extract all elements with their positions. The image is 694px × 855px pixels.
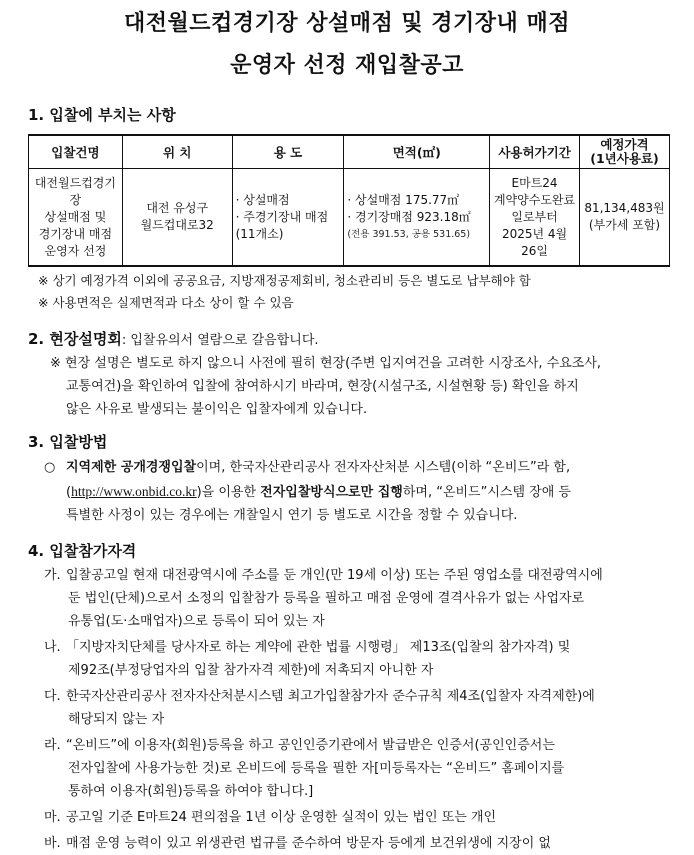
cell-area: · 상설매점 175.77㎡ · 경기장매점 923.18㎡ (전용 391.53, 공용 531.65) — [344, 169, 490, 267]
section4-item-line — [44, 636, 570, 659]
cell-location: 대전 유성구 월드컵대로32 — [122, 169, 232, 267]
section4-item-text: “온비드”에 이용자(회원)등록을 하고 공인인증기관에서 발급받은 인증서(공인인증서는 — [66, 738, 555, 753]
header-period: 사용허가기간 — [490, 135, 580, 169]
section2-heading: 2. 현장설명회 — [28, 330, 122, 348]
section2-heading-rest: : 입찰유의서 열람으로 갈음합니다. — [121, 333, 319, 348]
section1-note-1: ※ 상기 예정가격 이외에 공공요금, 지방재정공제회비, 청소관리비 등은 별도로 납부해야 함 — [38, 273, 531, 288]
bullet-circle: ○ — [44, 460, 56, 475]
onbid-link[interactable]: http://www.onbid.co.kr — [71, 484, 197, 499]
section4-item-text: 입찰공고일 현재 대전광역시에 주소를 둔 개인(만 19세 이상) 또는 주된 영업소를 대전광역시에 — [66, 568, 603, 583]
cell-bid-name: 대전월드컵경기장 상설매점 및 경기장내 매점 운영자 선정 — [29, 169, 123, 267]
header-use: 용 도 — [232, 135, 344, 169]
cell-period: E마트24 계약양수도완료 일로부터 2025년 4월 26일 — [490, 169, 580, 267]
section2-heading-line — [28, 328, 319, 352]
section3-line-3: 특별한 사정이 있는 경우에는 개찰일시 연기 등 별도로 시간을 정할 수 있습니다. — [66, 508, 518, 523]
section3-electronic-bold: 전자입찰방식으로만 집행 — [260, 485, 403, 500]
header-price-line: 예정가격 — [600, 137, 649, 152]
section1-heading: 1. 입찰에 부치는 사항 — [28, 106, 176, 124]
cell-use: · 상설매점 · 주경기장내 매점 (11개소) — [232, 169, 344, 267]
header-bid-name: 입찰건명 — [29, 135, 123, 169]
header-price-line: (1년사용료) — [590, 151, 659, 166]
section4-item-line — [44, 806, 496, 829]
section4-item-text: 둔 법인(단체)으로서 소정의 입찰참가 등록을 필하고 매점 운영에 결격사유가 없는 사업자로 — [68, 591, 585, 606]
bid-table-header-row — [29, 135, 670, 169]
section4-item-text: 유통업(도·소매업자)으로 등록이 되어 있는 자 — [68, 614, 325, 629]
section4-item-line — [44, 734, 555, 757]
section4-item-line — [68, 610, 325, 633]
section3-heading: 3. 입찰방법 — [28, 433, 108, 451]
section4-item-line — [68, 708, 164, 731]
section3-line-2: (http://www.onbid.co.kr)을 이용한 전자입찰방식으로만 집행하며, “온비드”시스템 장애 등 — [66, 484, 571, 500]
section4-item-mark: 라. — [44, 738, 61, 753]
section4-item-text: 해당되지 않는 자 — [68, 712, 165, 727]
header-location: 위 치 — [122, 135, 232, 169]
section3-line-1: ○ 지역제한 공개경쟁입찰이며, 한국자산관리공사 전자자산처분 시스템(이하 “온비드”라 함, — [44, 456, 570, 479]
section4-item-line — [68, 659, 433, 682]
section4-item-text: 공고일 기준 E마트24 편의점을 1년 이상 운영한 실적이 있는 법인 또는 개인 — [66, 810, 497, 825]
section3-method-bold: 지역제한 공개경쟁입찰 — [66, 460, 197, 475]
header-price — [579, 135, 669, 169]
area-detail-note: (전용 391.53, 공용 531.65) — [347, 228, 471, 240]
document-title-line1: 대전월드컵경기장 상설매점 및 경기장내 매점 — [124, 11, 570, 36]
section4-item-mark: 다. — [44, 689, 61, 704]
section4-item-mark: 가. — [44, 568, 61, 583]
section4-item-line — [68, 757, 564, 780]
section4-item-text: 통하여 이용자(회원)등록을 하여야 합니다.] — [68, 784, 314, 799]
section4-item-line — [44, 564, 603, 587]
section4-heading: 4. 입찰참가자격 — [28, 542, 137, 560]
section4-item-line — [68, 780, 313, 803]
bid-table — [28, 134, 670, 267]
section4-item-text: 전자입찰에 사용가능한 것)로 온비드에 등록을 필한 자[미등록자는 “온비드” 홈페이지를 — [68, 761, 565, 776]
document-title-line2: 운영자 선정 재입찰공고 — [230, 53, 464, 78]
section4-item-line — [44, 685, 595, 708]
section4-item-mark: 바. — [44, 836, 61, 851]
section2-line-3: 않은 사유로 발생되는 불이익은 입찰자에게 있습니다. — [66, 402, 368, 417]
section4-item-mark: 나. — [44, 640, 61, 655]
bid-table-row — [29, 169, 670, 267]
section2-line-1: ※ 현장 설명은 별도로 하지 않으니 사전에 필히 현장(주변 입지여건을 고려한 시장조사, 수요조사, — [50, 356, 602, 371]
section4-item-line — [68, 587, 584, 610]
section4-item-text: 제92조(부정당업자의 입찰 참가자격 제한)에 저촉되지 아니한 자 — [68, 663, 434, 678]
section4-item-mark: 마. — [44, 810, 61, 825]
section4-item-text: 「지방자치단체를 당사자로 하는 계약에 관한 법률 시행령」 제13조(입찰의 참가자격) 및 — [66, 640, 571, 655]
section1-note-2: ※ 사용면적은 실제면적과 다소 상이 할 수 있음 — [38, 295, 294, 310]
header-area: 면적(㎡) — [344, 135, 490, 169]
section2-line-2: 교통여건)을 확인하여 입찰에 참여하시기 바라며, 현장(시설구조, 시설현황 등) 확인을 하지 — [66, 379, 579, 394]
section4-item-text: 한국자산관리공사 전자자산처분시스템 최고가입찰참가자 준수규칙 제4조(입찰자 자격제한)에 — [66, 689, 595, 704]
section4-item-text: 매점 운영 능력이 있고 위생관련 법규를 준수하여 방문자 등에게 보건위생에 지장이 없 — [66, 836, 551, 851]
cell-price: 81,134,483원 (부가세 포함) — [579, 169, 669, 267]
